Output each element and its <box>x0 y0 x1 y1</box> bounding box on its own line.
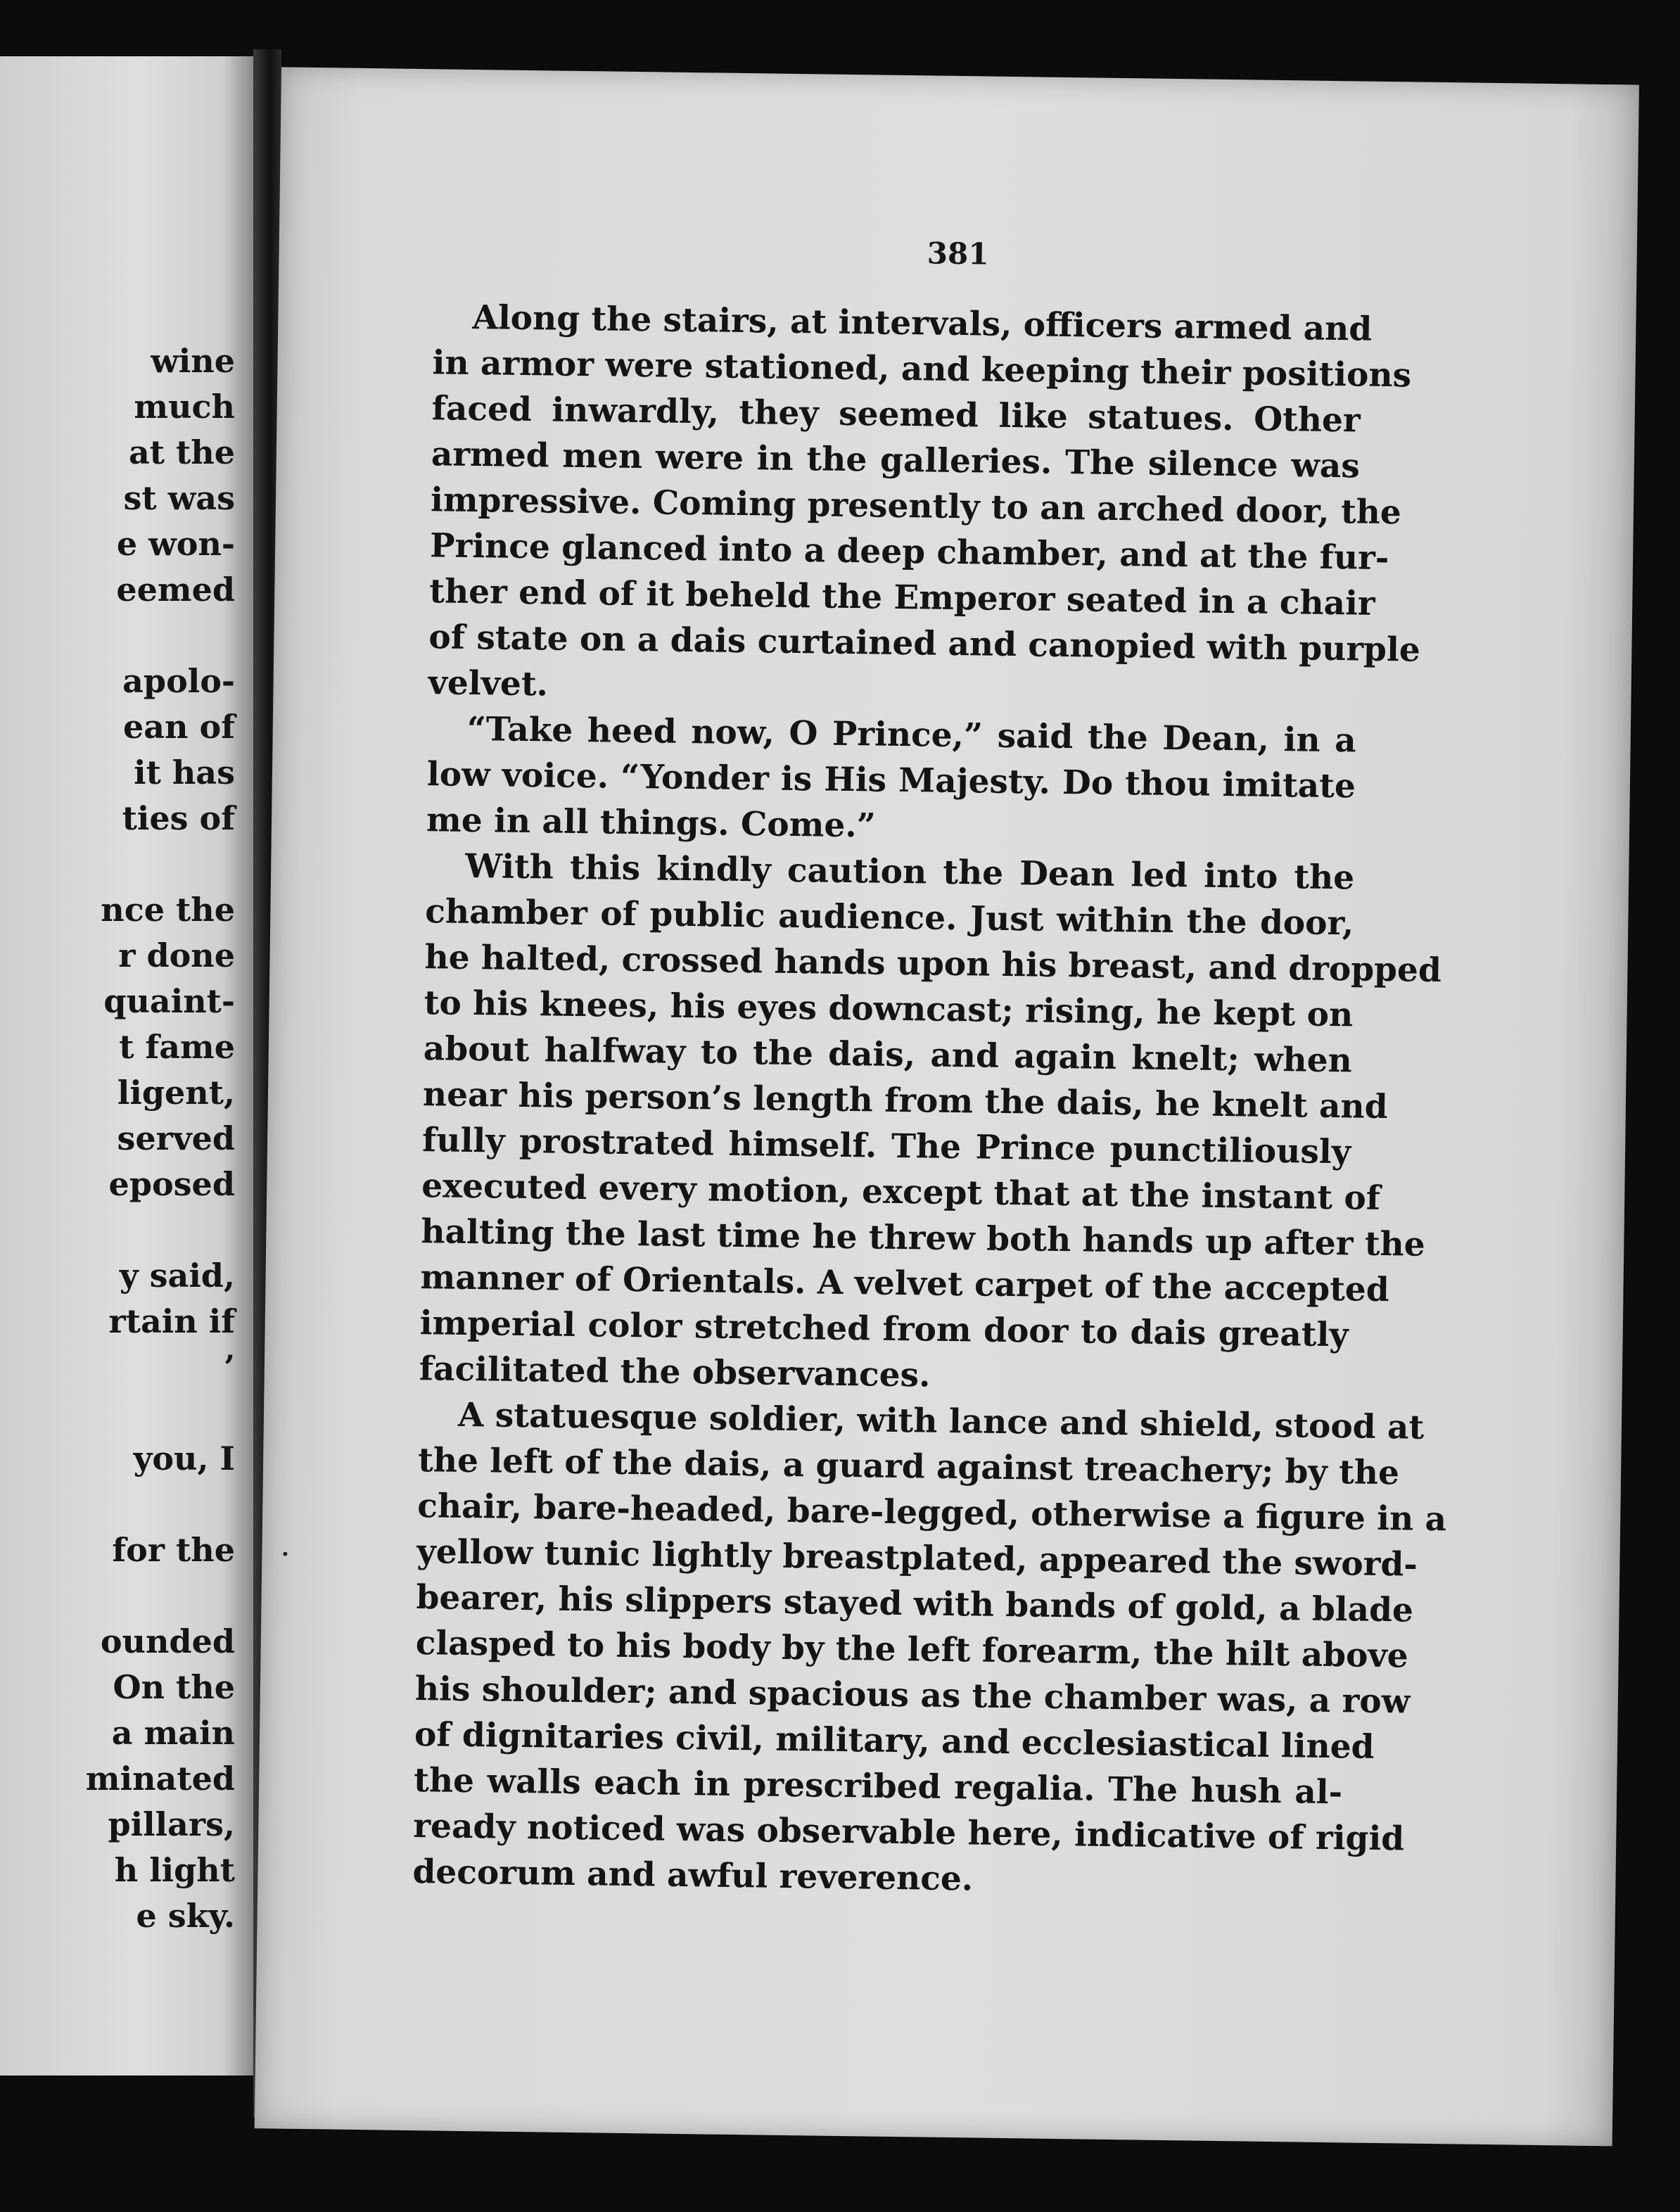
left-page-line: nce the <box>101 891 235 929</box>
text-line: his shoulder; and spacious as the chamber was, a row <box>414 1670 1411 1722</box>
text-line: faced inwardly, they seemed like statues. Other <box>431 389 1361 440</box>
left-page-line: eposed <box>108 1165 235 1203</box>
left-page-line: it has <box>134 754 235 792</box>
paragraph <box>412 1392 1447 1907</box>
left-page-fragment <box>0 56 253 2076</box>
left-page-line: e sky. <box>136 1897 235 1935</box>
text-line: impressive. Coming presently to an arched door, the <box>430 481 1402 533</box>
paragraph <box>428 294 1421 718</box>
text-line: halting the last time he threw both hands up after the <box>421 1212 1425 1264</box>
left-page-line: r done <box>118 936 235 974</box>
left-page-line: pillars, <box>108 1805 235 1843</box>
page-number: 381 <box>927 236 989 272</box>
text-line: armed men were in the galleries. The silence was <box>431 435 1361 486</box>
text-line: executed every motion, except that at the instant of <box>421 1167 1381 1218</box>
left-page-line: much <box>134 388 235 426</box>
left-page-line: y said, <box>119 1257 235 1295</box>
left-page-line: for the <box>112 1531 235 1569</box>
text-line: manner of Orientals. A velvet carpet of the accepted <box>420 1258 1390 1310</box>
left-page-line: served <box>117 1119 235 1157</box>
text-line: the walls each in prescribed regalia. The hush al- <box>413 1761 1343 1812</box>
text-line: Along the stairs, at intervals, officers armed and <box>472 298 1373 349</box>
left-page-line: ’ <box>223 1348 235 1386</box>
left-page-line: apolo- <box>122 662 235 700</box>
text-line: fully prostrated himself. The Prince punctiliously <box>421 1121 1351 1172</box>
left-page-line: On the <box>113 1668 235 1706</box>
left-page-line: ounded <box>100 1622 235 1660</box>
left-page-line: t fame <box>119 1028 235 1066</box>
text-line: ready noticed was observable here, indicative of rigid <box>413 1807 1405 1859</box>
left-page-line: at the <box>128 433 235 471</box>
left-page-line: rtain if <box>108 1302 235 1340</box>
text-line: yellow tunic lightly breastplated, appeared the sword- <box>416 1532 1418 1584</box>
left-page-line: quaint- <box>103 982 235 1020</box>
text-line: chair, bare-headed, bare-legged, otherwise a figure in a <box>416 1487 1447 1539</box>
left-page-line: st was <box>123 479 235 517</box>
body-text <box>412 294 1447 1907</box>
text-line: bearer, his slippers stayed with bands of gold, a blade <box>416 1578 1414 1630</box>
left-page-line: ean of <box>122 708 235 746</box>
text-line: he halted, crossed hands upon his breast, and dropped <box>424 938 1442 991</box>
text-line: ther end of it beheld the Emperor seated in a chair <box>428 572 1376 623</box>
text-line: clasped to his body by the left forearm, the hilt above <box>415 1624 1409 1676</box>
left-page-line: minated <box>85 1760 235 1798</box>
text-line: facilitated the observances. <box>419 1349 931 1395</box>
text-line: the left of the dais, a guard against treachery; by the <box>417 1441 1400 1493</box>
scan-speck <box>283 1552 287 1556</box>
text-line: me in all things. Come.” <box>426 801 877 846</box>
left-page-line: h light <box>114 1851 235 1889</box>
text-line: in armor were stationed, and keeping their positions <box>432 343 1412 395</box>
text-line: decorum and awful reverence. <box>412 1852 974 1899</box>
text-line: of state on a dais curtained and canopied with purple <box>428 618 1421 670</box>
left-page-line: a main <box>111 1714 235 1752</box>
text-line: A statuesque soldier, with lance and shield, stood at <box>457 1395 1425 1447</box>
left-page-line: e won- <box>116 525 235 563</box>
left-page-line: ligent, <box>117 1074 235 1112</box>
left-page-line: ties of <box>122 799 235 837</box>
text-line: velvet. <box>428 663 549 704</box>
left-page-line: you, I <box>133 1439 235 1477</box>
text-line: near his person’s length from the dais, he knelt and <box>422 1075 1388 1127</box>
text-line: imperial color stretched from door to dais greatly <box>419 1304 1349 1355</box>
left-page-line: eemed <box>116 571 235 609</box>
text-line: “Take heed now, O Prince,” said the Dean, in a <box>466 709 1357 761</box>
text-line: With this kindly caution the Dean led into the <box>464 846 1355 898</box>
text-line: to his knees, his eyes downcast; rising, he kept on <box>424 984 1354 1035</box>
text-line: about halfway to the dais, and again knelt; when <box>423 1029 1353 1081</box>
text-line: low voice. “Yonder is His Majesty. Do thou imitate <box>426 755 1356 806</box>
text-line: of dignitaries civil, military, and ecclesiastical lined <box>414 1715 1375 1767</box>
paragraph <box>426 706 1356 855</box>
left-page-line: wine <box>151 342 235 380</box>
text-line: chamber of public audience. Just within the door, <box>425 892 1354 943</box>
right-page <box>255 67 1639 2146</box>
text-line: Prince glanced into a deep chamber, and at the fur- <box>429 526 1389 578</box>
paragraph <box>419 843 1442 1404</box>
